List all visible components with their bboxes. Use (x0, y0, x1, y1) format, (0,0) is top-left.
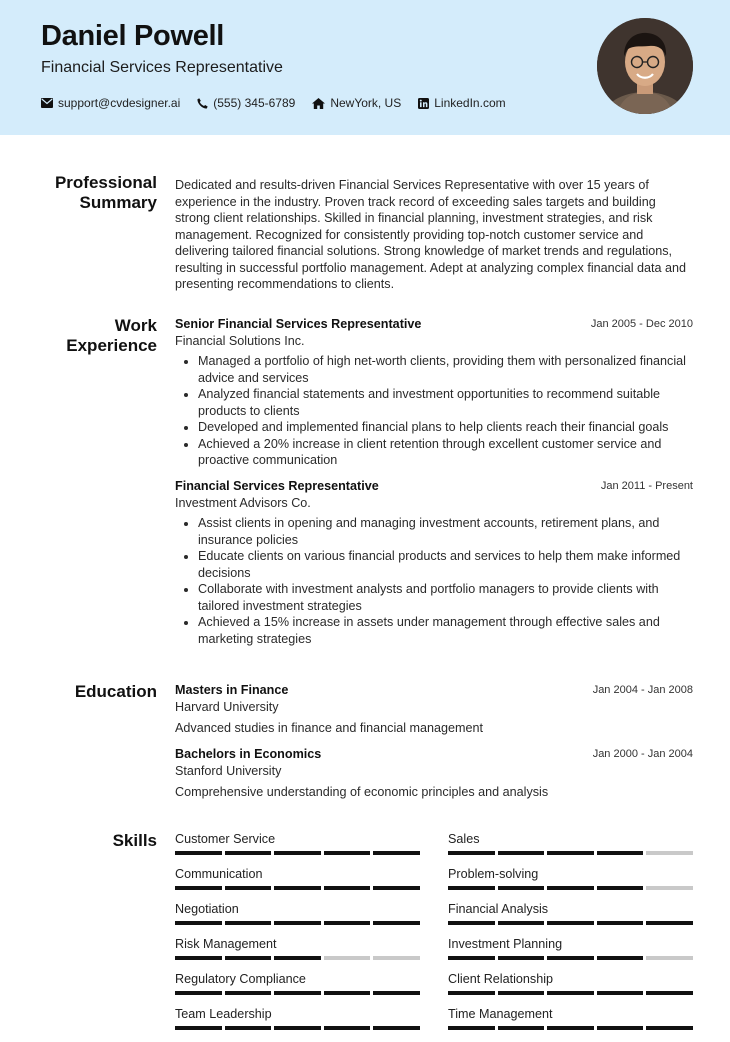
skill-level-segment-filled (498, 851, 545, 855)
skill-level-segment-filled (175, 991, 222, 995)
skill-level-segment-filled (225, 851, 272, 855)
degree-title: Bachelors in Economics (175, 747, 322, 761)
skill-level-segment-filled (175, 886, 222, 890)
skill-level-segment-empty (373, 956, 420, 960)
skill-level-segment-filled (448, 886, 495, 890)
skill-level-segment-filled (373, 1026, 420, 1030)
skill-level-segment-filled (324, 1026, 371, 1030)
skill-level-segment-empty (324, 956, 371, 960)
summary-heading-line2: Summary (79, 193, 157, 212)
envelope-icon (41, 98, 53, 108)
education-entry (175, 682, 693, 737)
skill-level-segment-filled (324, 921, 371, 925)
skill-level-segment-filled (274, 921, 321, 925)
skill-level-bar (175, 851, 420, 855)
job-title: Financial Services Representative (175, 479, 379, 493)
skill-level-segment-filled (646, 1026, 693, 1030)
education-dates: Jan 2000 - Jan 2004 (592, 748, 693, 760)
skill-level-segment-filled (373, 991, 420, 995)
skill-level-segment-filled (646, 991, 693, 995)
education-entry (175, 746, 693, 801)
skill-item (448, 902, 693, 937)
skill-level-segment-filled (547, 921, 594, 925)
skill-name: Team Leadership (175, 1007, 272, 1021)
skill-item (448, 1007, 693, 1042)
skill-name: Customer Service (175, 832, 276, 846)
skill-level-segment-filled (448, 991, 495, 995)
skill-level-segment-filled (448, 956, 495, 960)
skill-name: Time Management (448, 1007, 553, 1021)
skill-level-segment-filled (225, 921, 272, 925)
job-bullet: • Managed a portfolio of high net-worth clients, providing them with personalized financial advice and services (198, 353, 693, 386)
skill-level-segment-filled (225, 1026, 272, 1030)
education-description: Advanced studies in finance and financial management (175, 721, 484, 735)
skill-level-segment-filled (324, 991, 371, 995)
summary-heading-line1: Professional (54, 173, 157, 192)
job-bullets (175, 515, 693, 647)
skill-name: Financial Analysis (448, 902, 549, 916)
skill-level-segment-empty (646, 886, 693, 890)
job-bullet: • Collaborate with investment analysts and portfolio managers to provide clients with tailored investment strategies (198, 581, 693, 614)
skill-level-segment-filled (547, 1026, 594, 1030)
job-entry (175, 478, 693, 647)
candidate-name: Daniel Powell (41, 20, 225, 52)
skill-item (175, 937, 420, 972)
school-name: Stanford University (175, 763, 282, 778)
skill-level-segment-filled (274, 991, 321, 995)
skill-name: Client Relationship (448, 972, 554, 986)
skill-item (448, 867, 693, 902)
skill-name: Problem-solving (448, 867, 539, 881)
skill-level-bar (448, 956, 693, 960)
job-bullet: • Achieved a 20% increase in client retention through excellent customer service and proactive communication (198, 436, 693, 469)
experience-heading-line1: Work (114, 316, 157, 335)
skill-level-segment-filled (597, 1026, 644, 1030)
job-bullet: • Educate clients on various financial products and services to help them make informed decisions (198, 548, 693, 581)
skill-level-segment-filled (597, 921, 644, 925)
skill-item (175, 832, 420, 867)
skill-level-bar (448, 921, 693, 925)
phone-icon (197, 98, 208, 109)
skill-level-segment-filled (547, 886, 594, 890)
skill-level-segment-filled (597, 886, 644, 890)
skill-level-segment-filled (498, 921, 545, 925)
contact-location (312, 96, 401, 110)
skill-level-segment-filled (498, 991, 545, 995)
skills-grid (175, 832, 693, 1042)
summary-heading (30, 173, 157, 213)
skill-name: Sales (448, 832, 480, 846)
skill-level-segment-filled (373, 921, 420, 925)
experience-heading (30, 316, 157, 356)
skill-level-segment-filled (498, 1026, 545, 1030)
job-bullet: • Developed and implemented financial plans to help clients reach their financial goals (198, 419, 693, 436)
skill-level-segment-filled (597, 956, 644, 960)
skill-level-bar (175, 991, 420, 995)
skill-level-segment-filled (597, 851, 644, 855)
skill-level-segment-filled (373, 851, 420, 855)
summary-text: Dedicated and results-driven Financial Services Representative with over 15 years of experience in the industry. Proven track record of exceeding sales targets and building strong client relationships. Skilled in financial planning, investment strategies, and risk management. Recognized for consistently providing top-notch customer service and delivering tailored financial solutions. Strong knowledge of market trends and regulations, resulting in successful portfolio management. Adept at analyzing complex financial data and presenting recommendations to clients. (175, 178, 687, 291)
contact-linkedin-text: LinkedIn.com (434, 96, 506, 110)
skill-item (175, 867, 420, 902)
job-company: Financial Solutions Inc. (175, 333, 305, 348)
skill-level-bar (175, 1026, 420, 1030)
profile-photo (597, 18, 693, 114)
job-dates: Jan 2005 - Dec 2010 (590, 318, 693, 330)
job-entry (175, 316, 693, 469)
job-bullet: • Achieved a 15% increase in assets under management through effective sales and marketing strategies (198, 614, 693, 647)
skill-level-segment-filled (175, 956, 222, 960)
skill-level-segment-filled (498, 886, 545, 890)
home-icon (312, 98, 325, 109)
contact-email-text: support@cvdesigner.ai (58, 96, 181, 110)
skill-level-bar (175, 921, 420, 925)
skill-level-segment-filled (646, 921, 693, 925)
job-bullet: • Assist clients in opening and managing investment accounts, retirement plans, and insurance policies (198, 515, 693, 548)
education-dates: Jan 2004 - Jan 2008 (592, 684, 693, 696)
education-heading: Education (74, 682, 157, 701)
skill-level-segment-filled (175, 1026, 222, 1030)
skill-level-segment-filled (274, 851, 321, 855)
skill-level-segment-filled (448, 921, 495, 925)
skill-level-segment-filled (225, 886, 272, 890)
contact-linkedin[interactable] (418, 96, 505, 110)
skill-level-segment-filled (373, 886, 420, 890)
job-bullet: • Analyzed financial statements and investment opportunities to recommend suitable products to clients (198, 386, 693, 419)
skill-level-bar (448, 886, 693, 890)
skill-item (448, 937, 693, 972)
skill-level-segment-filled (225, 991, 272, 995)
skill-name: Communication (175, 867, 263, 881)
skill-level-segment-filled (448, 851, 495, 855)
experience-heading-line2: Experience (66, 336, 157, 355)
summary-section (175, 177, 693, 293)
resume-header (0, 0, 730, 135)
skill-level-bar (448, 851, 693, 855)
skill-level-segment-filled (175, 851, 222, 855)
skill-name: Negotiation (175, 902, 239, 916)
contact-email[interactable] (41, 96, 180, 110)
contact-phone-text: (555) 345-6789 (213, 96, 296, 110)
skill-level-segment-empty (646, 956, 693, 960)
skill-name: Regulatory Compliance (175, 972, 306, 986)
skill-level-segment-filled (448, 1026, 495, 1030)
degree-title: Masters in Finance (175, 683, 289, 697)
contact-location-text: NewYork, US (330, 96, 402, 110)
skill-name: Risk Management (175, 937, 277, 951)
skill-level-segment-filled (547, 991, 594, 995)
contact-list (41, 96, 506, 110)
school-name: Harvard University (175, 699, 279, 714)
skill-level-segment-filled (274, 956, 321, 960)
skill-item (175, 972, 420, 1007)
skill-item (448, 832, 693, 867)
skill-level-segment-filled (597, 991, 644, 995)
skill-level-bar (175, 956, 420, 960)
job-bullets (175, 353, 693, 469)
skill-level-bar (448, 1026, 693, 1030)
candidate-role: Financial Services Representative (41, 59, 283, 76)
skill-level-segment-filled (498, 956, 545, 960)
skill-level-segment-filled (274, 1026, 321, 1030)
skill-level-segment-filled (274, 886, 321, 890)
skill-level-bar (448, 991, 693, 995)
education-description: Comprehensive understanding of economic principles and analysis (175, 785, 549, 799)
skill-level-segment-filled (225, 956, 272, 960)
skill-name: Investment Planning (448, 937, 563, 951)
skill-level-segment-empty (646, 851, 693, 855)
skill-item (448, 972, 693, 1007)
skill-level-segment-filled (547, 956, 594, 960)
skills-heading: Skills (112, 831, 157, 850)
skill-level-segment-filled (324, 851, 371, 855)
skill-item (175, 902, 420, 937)
contact-phone[interactable] (197, 96, 295, 110)
skill-level-segment-filled (175, 921, 222, 925)
skill-level-segment-filled (547, 851, 594, 855)
linkedin-icon (418, 98, 429, 109)
job-company: Investment Advisors Co. (175, 495, 311, 510)
job-dates: Jan 2011 - Present (600, 480, 693, 492)
skill-level-segment-filled (324, 886, 371, 890)
job-title: Senior Financial Services Representative (175, 317, 422, 331)
skill-item (175, 1007, 420, 1042)
skill-level-bar (175, 886, 420, 890)
